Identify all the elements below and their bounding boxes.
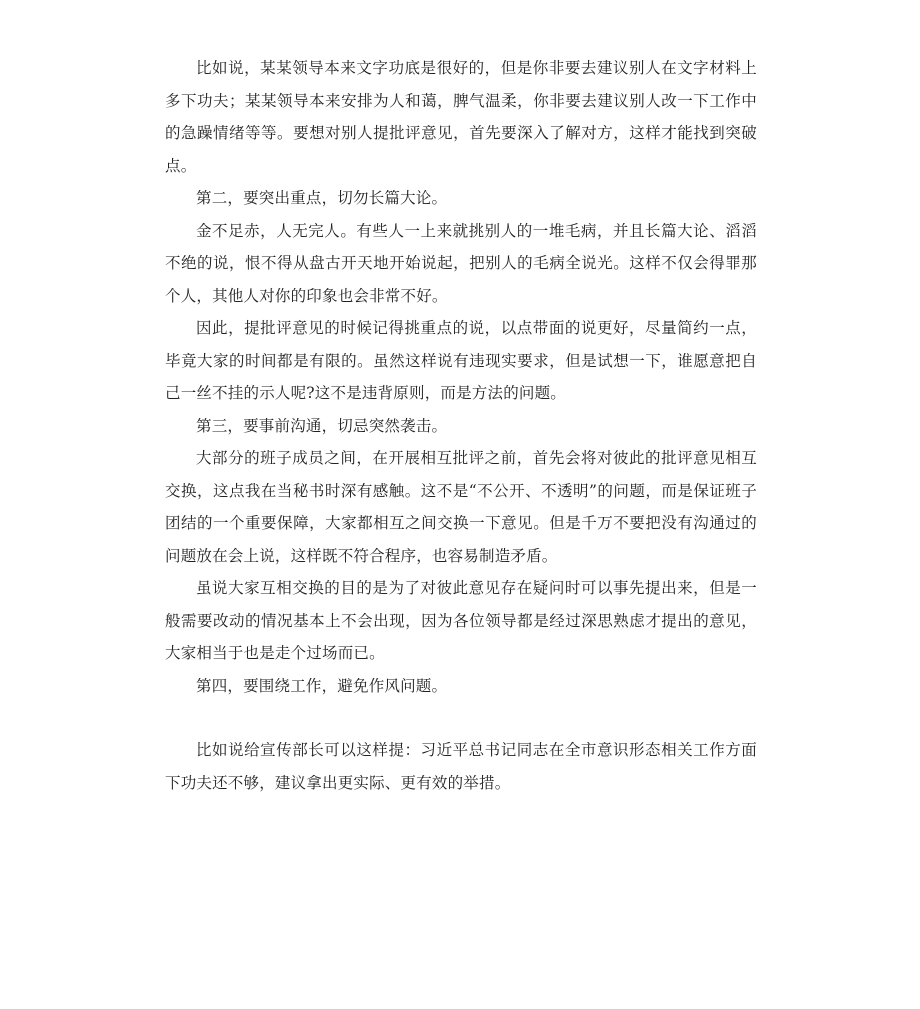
paragraph-1: 比如说，某某领导本来文字功底是很好的，但是你非要去建议别人在文字材料上多下功夫；某某领导本来安排为人和蔼，脾气温柔，你非要去建议别人改一下工作中的急躁情绪等等。要想对别人提批评意见，首先要深入了解对方，这样才能找到突破点。 <box>165 59 757 175</box>
document-body <box>165 52 757 799</box>
heading-point-2: 第二，要突出重点，切勿长篇大论。 <box>196 189 448 207</box>
paragraph-5: 虽说大家互相交换的目的是为了对彼此意见存在疑问时可以事先提出来，但是一般需要改动的情况基本上不会出现，因为各位领导都是经过深思熟虑才提出的意见，大家相当于也是走个过场而已。 <box>165 579 757 662</box>
blank-line <box>165 702 757 734</box>
heading-point-4: 第四，要围绕工作，避免作风问题。 <box>196 676 448 695</box>
paragraph-2: 金不足赤，人无完人。有些人一上来就挑别人的一堆毛病，并且长篇大论、滔滔不绝的说，恨不得从盘古开天地开始说起，把别人的毛病全说光。这样不仅会得罪那个人，其他人对你的印象也会非常不好。 <box>165 221 757 305</box>
paragraph-4: 大部分的班子成员之间，在开展相互批评之前，首先会将对彼此的批评意见相互交换，这点我在当秘书时深有感触。这不是“不公开、不透明”的问题，而是保证班子团结的一个重要保障，大家都相互之间交换一下意见。但是千万不要把没有沟通过的问题放在会上说，这样既不符合程序，也容易制造矛盾。 <box>165 449 757 565</box>
paragraph-3: 因此，提批评意见的时候记得挑重点的说，以点带面的说更好，尽量简约一点，毕竟大家的时间都是有限的。虽然这样说有违现实要求，但是试想一下，谁愿意把自己一丝不挂的示人呢?这不是违背原则，而是方法的问题。 <box>165 319 757 402</box>
paragraph-6: 比如说给宣传部长可以这样提：习近平总书记同志在全市意识形态相关工作方面下功夫还不够，建议拿出更实际、更有效的举措。 <box>165 741 757 792</box>
heading-point-3: 第三，要事前沟通，切忌突然袭击。 <box>196 416 448 435</box>
